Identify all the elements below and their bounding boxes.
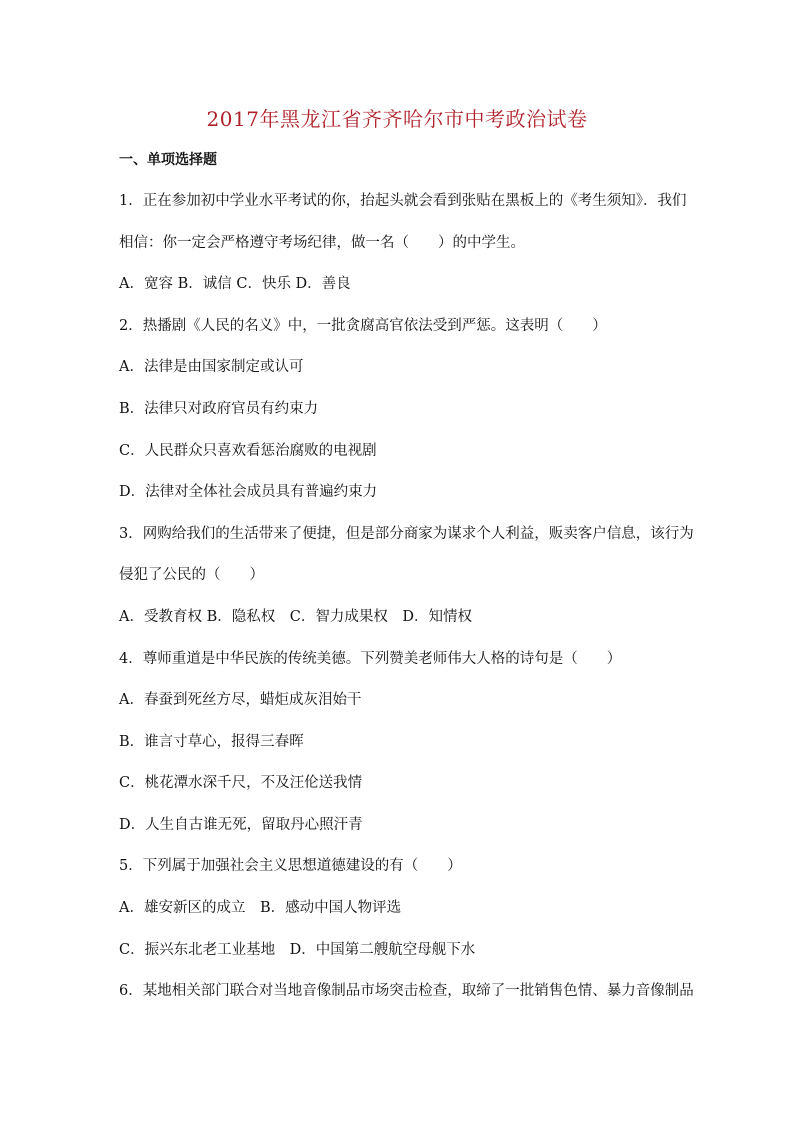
question-1-line-2: 相信：你一定会严格遵守考场纪律，做一名（ ）的中学生。 xyxy=(119,235,525,251)
section-heading: 一、单项选择题 xyxy=(119,152,217,168)
question-1-options: A．宽容 B．诚信 C．快乐 D．善良 xyxy=(119,276,351,292)
question-2-option-c: C．人民群众只喜欢看惩治腐败的电视剧 xyxy=(119,443,377,459)
question-2-option-d: D．法律对全体社会成员具有普遍约束力 xyxy=(119,484,378,500)
question-3-options: A．受教育权 B．隐私权 C．智力成果权 D．知情权 xyxy=(119,609,472,625)
question-1-line-1: 1．正在参加初中学业水平考试的你，抬起头就会看到张贴在黑板上的《考生须知》．我们 xyxy=(119,193,687,209)
question-2-option-a: A．法律是由国家制定或认可 xyxy=(119,359,304,375)
question-4-option-d: D．人生自古谁无死，留取丹心照汗青 xyxy=(119,817,363,833)
question-5-options-cd: C．振兴东北老工业基地 D．中国第二艘航空母舰下水 xyxy=(119,942,476,958)
question-4-option-b: B．谁言寸草心，报得三春晖 xyxy=(119,734,304,750)
question-5-stem: 5．下列属于加强社会主义思想道德建设的有（ ） xyxy=(119,858,462,874)
question-2-option-b: B．法律只对政府官员有约束力 xyxy=(119,401,319,417)
question-6-stem: 6．某地相关部门联合对当地音像制品市场突击检查，取缔了一批销售色情、暴力音像制品 xyxy=(119,983,694,999)
question-5-options-ab: A．雄安新区的成立 B．感动中国人物评选 xyxy=(119,900,402,916)
question-4-stem: 4．尊师重道是中华民族的传统美德。下列赞美老师伟大人格的诗句是（ ） xyxy=(119,651,622,667)
exam-title: 2017年黑龙江省齐齐哈尔市中考政治试卷 xyxy=(206,107,588,131)
question-3-line-1: 3．网购给我们的生活带来了便捷，但是部分商家为谋求个人利益，贩卖客户信息，该行为 xyxy=(119,526,694,542)
question-3-line-2: 侵犯了公民的（ ） xyxy=(119,567,264,583)
question-2-stem: 2．热播剧《人民的名义》中，一批贪腐高官依法受到严惩。这表明（ ） xyxy=(119,318,607,334)
question-4-option-a: A．春蚕到死丝方尽，蜡炬成灰泪始干 xyxy=(119,692,362,708)
question-4-option-c: C．桃花潭水深千尺，不及汪伦送我情 xyxy=(119,775,363,791)
